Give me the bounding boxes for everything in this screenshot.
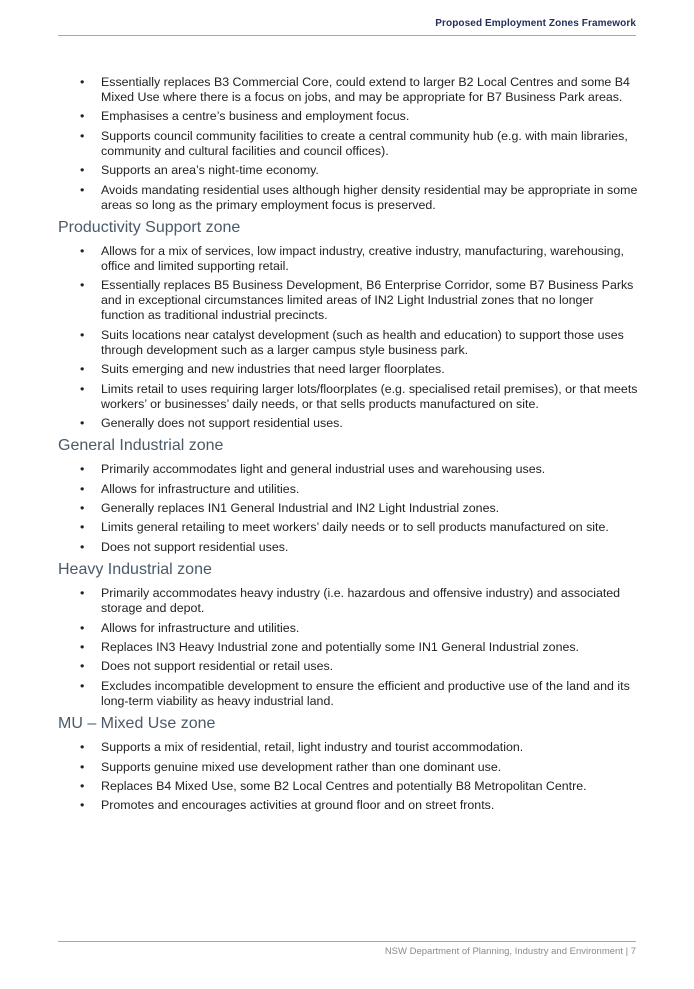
section-heading-general-industrial: General Industrial zone <box>58 437 224 455</box>
list-item: • Suits emerging and new industries that need larger floorplates. <box>58 362 638 377</box>
section-heading-heavy-industrial: Heavy Industrial zone <box>58 561 212 579</box>
list-item: • Essentially replaces B3 Commercial Core, could extend to larger B2 Local Centres and some B4 Mixed Use where there is a focus on jobs, and may be appropriate for B7 Business Park areas. <box>58 75 638 105</box>
document-body <box>58 75 638 818</box>
list-item: • Avoids mandating residential uses although higher density residential may be appropriate in some areas so long as the primary employment focus is preserved. <box>58 183 638 213</box>
list-item: • Supports an area’s night-time economy. <box>58 163 638 178</box>
list-item: • Replaces B4 Mixed Use, some B2 Local Centres and potentially B8 Metropolitan Centre. <box>58 779 638 794</box>
list-item: • Allows for a mix of services, low impact industry, creative industry, manufacturing, warehousing, office and limited supporting retail. <box>58 244 638 274</box>
list-item: • Replaces IN3 Heavy Industrial zone and potentially some IN1 General Industrial zones. <box>58 640 638 655</box>
list-item: • Suits locations near catalyst development (such as health and education) to support those uses through development such as a larger campus style business park. <box>58 328 638 358</box>
list-item: • Excludes incompatible development to ensure the efficient and productive use of the land and its long-term viability as heavy industrial land. <box>58 679 638 709</box>
list-item: • Promotes and encourages activities at ground floor and on street fronts. <box>58 798 638 813</box>
intro-bullet-list <box>58 75 638 213</box>
section-heading-productivity-support: Productivity Support zone <box>58 218 241 236</box>
list-item: • Limits retail to uses requiring larger lots/floorplates (e.g. specialised retail premises), or that meets workers’ or businesses’ daily needs, or that sells products manufactured on site. <box>58 382 638 412</box>
list-item: • Allows for infrastructure and utilities. <box>58 621 638 636</box>
heavy-industrial-bullet-list <box>58 586 638 709</box>
list-item: • Does not support residential or retail uses. <box>58 659 638 674</box>
page-footer: NSW Department of Planning, Industry and Environment | 7 <box>384 946 636 957</box>
list-item: • Does not support residential uses. <box>58 540 638 555</box>
productivity-support-bullet-list <box>58 244 638 431</box>
footer-divider <box>58 941 636 942</box>
running-header: Proposed Employment Zones Framework <box>435 18 636 29</box>
list-item: • Supports a mix of residential, retail, light industry and tourist accommodation. <box>58 740 638 755</box>
general-industrial-bullet-list <box>58 462 638 555</box>
list-item: • Supports council community facilities to create a central community hub (e.g. with main libraries, community and cultural facilities and council offices). <box>58 129 638 159</box>
list-item: • Allows for infrastructure and utilities. <box>58 482 638 497</box>
list-item: • Limits general retailing to meet workers’ daily needs or to sell products manufactured on site. <box>58 520 638 535</box>
list-item: • Supports genuine mixed use development rather than one dominant use. <box>58 760 638 775</box>
list-item: • Primarily accommodates light and general industrial uses and warehousing uses. <box>58 462 638 477</box>
list-item: • Essentially replaces B5 Business Development, B6 Enterprise Corridor, some B7 Business Parks and in exceptional circumstances limited areas of IN2 Light Industrial zones that no longer function as traditional industrial precincts. <box>58 278 638 323</box>
list-item: • Primarily accommodates heavy industry (i.e. hazardous and offensive industry) and associated storage and depot. <box>58 586 638 616</box>
section-heading-mixed-use: MU – Mixed Use zone <box>58 715 216 733</box>
header-divider <box>58 35 636 36</box>
mixed-use-bullet-list <box>58 740 638 813</box>
list-item: • Generally does not support residential uses. <box>58 416 638 431</box>
list-item: • Generally replaces IN1 General Industrial and IN2 Light Industrial zones. <box>58 501 638 516</box>
list-item: • Emphasises a centre’s business and employment focus. <box>58 109 638 124</box>
